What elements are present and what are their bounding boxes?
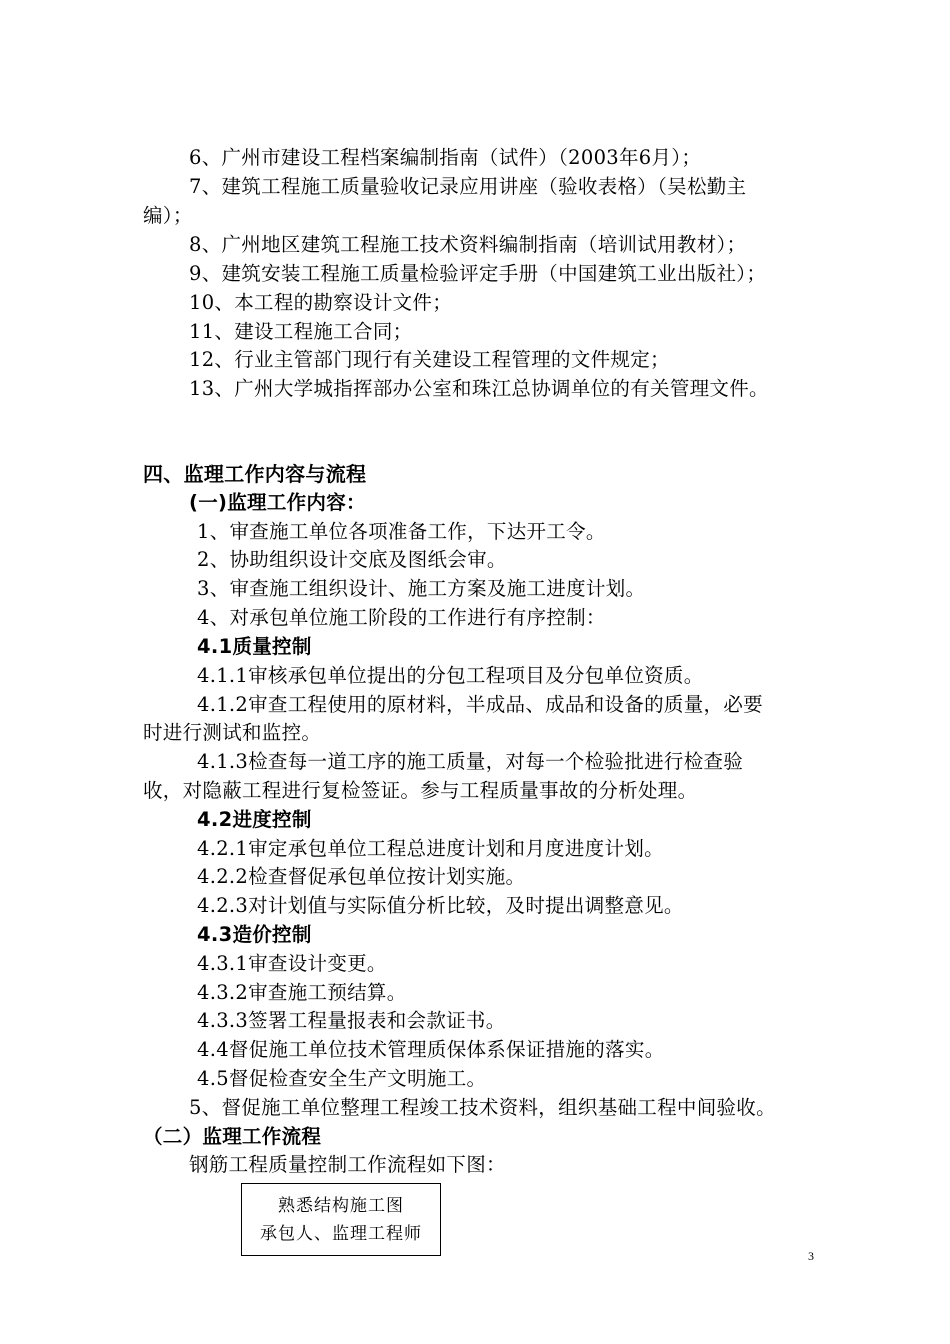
list-item-cont: 时进行测试和监控。 xyxy=(143,721,322,744)
list-item: 4.1.1审核承包单位提出的分包工程项目及分包单位资质。 xyxy=(197,664,704,687)
list-item: 4、对承包单位施工阶段的工作进行有序控制： xyxy=(197,606,606,629)
list-item: 4.2.1审定承包单位工程总进度计划和月度进度计划。 xyxy=(197,837,664,860)
subsection-2-title: （二）监理工作流程 xyxy=(143,1125,322,1148)
quality-control-heading: 4.1质量控制 xyxy=(197,635,312,658)
reference-item-12: 12、行业主管部门现行有关建设工程管理的文件规定； xyxy=(189,348,670,371)
flowchart-box-line-2: 承包人、监理工程师 xyxy=(260,1223,422,1244)
list-item: 4.1.2审查工程使用的原材料，半成品、成品和设备的质量，必要 xyxy=(197,693,763,716)
section-title: 四、监理工作内容与流程 xyxy=(143,462,367,486)
page-number: 3 xyxy=(808,1249,814,1263)
list-item: 4.5督促检查安全生产文明施工。 xyxy=(197,1067,487,1090)
list-item: 4.3.1审查设计变更。 xyxy=(197,952,387,975)
reference-item-7-cont: 编）； xyxy=(143,204,193,227)
list-item: 4.1.3检查每一道工序的施工质量，对每一个检验批进行检查验 xyxy=(197,750,744,773)
progress-control-heading: 4.2进度控制 xyxy=(197,808,312,831)
list-item: 4.3.3签署工程量报表和会款证书。 xyxy=(197,1009,506,1032)
reference-item-10: 10、本工程的勘察设计文件； xyxy=(189,291,453,314)
list-item: 1、审查施工单位各项准备工作，下达开工令。 xyxy=(197,520,606,543)
subsection-1-title: (一)监理工作内容： xyxy=(189,491,366,514)
list-item: 3、审查施工组织设计、施工方案及施工进度计划。 xyxy=(197,577,646,600)
reference-item-6: 6、广州市建设工程档案编制指南（试件）（2003年6月）； xyxy=(189,146,702,169)
reference-item-13: 13、广州大学城指挥部办公室和珠江总协调单位的有关管理文件。 xyxy=(189,377,769,400)
reference-item-11: 11、建设工程施工合同； xyxy=(189,320,413,343)
list-item: 4.2.3对计划值与实际值分析比较，及时提出调整意见。 xyxy=(197,894,684,917)
reference-item-8: 8、广州地区建筑工程施工技术资料编制指南（培训试用教材）； xyxy=(189,233,747,256)
flowchart-box xyxy=(241,1183,441,1256)
list-item: 4.3.2审查施工预结算。 xyxy=(197,981,407,1004)
list-item-cont: 收，对隐蔽工程进行复检签证。参与工程质量事故的分析处理。 xyxy=(143,779,698,802)
cost-control-heading: 4.3造价控制 xyxy=(197,923,312,946)
list-item: 4.4督促施工单位技术管理质保体系保证措施的落实。 xyxy=(197,1038,665,1061)
list-item: 2、协助组织设计交底及图纸会审。 xyxy=(197,548,507,571)
list-item: 4.2.2检查督促承包单位按计划实施。 xyxy=(197,865,526,888)
flow-intro: 钢筋工程质量控制工作流程如下图： xyxy=(189,1153,506,1176)
reference-item-7: 7、建筑工程施工质量验收记录应用讲座（验收表格）（吴松勤主 xyxy=(189,175,747,198)
reference-item-9: 9、建筑安装工程施工质量检验评定手册（中国建筑工业出版社）； xyxy=(189,262,767,285)
list-item: 5、督促施工单位整理工程竣工技术资料，组织基础工程中间验收。 xyxy=(189,1096,776,1119)
flowchart-box-line-1: 熟悉结构施工图 xyxy=(278,1195,404,1216)
